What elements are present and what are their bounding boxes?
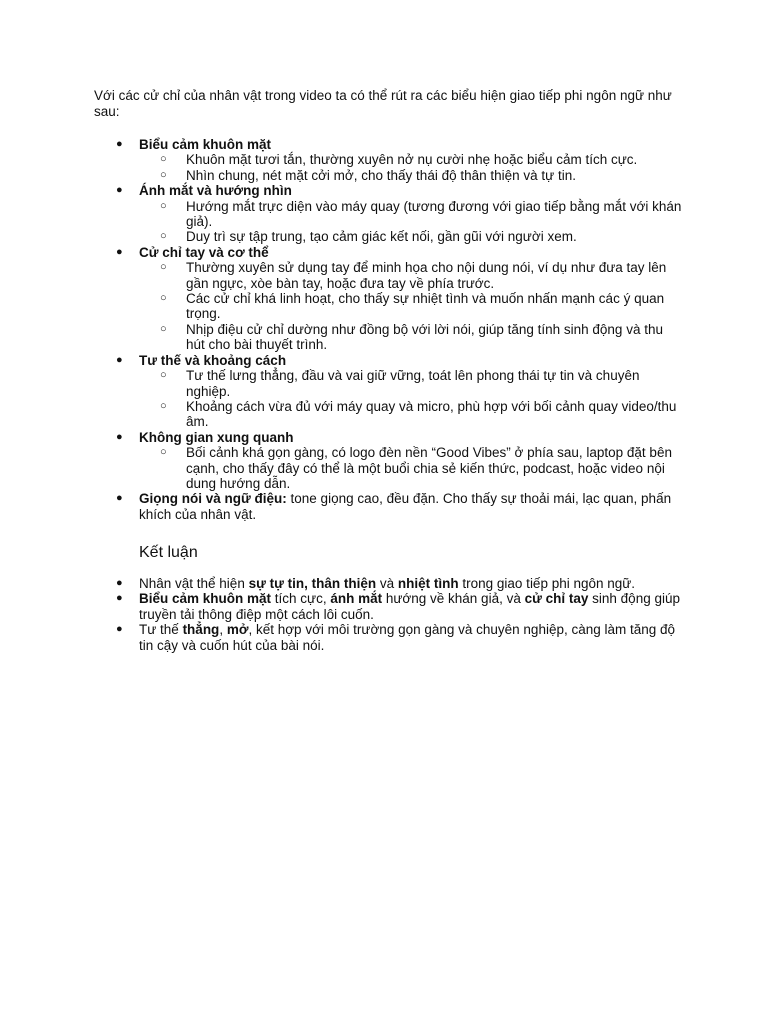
section-title: Tư thế và khoảng cách — [139, 352, 287, 368]
sub-item: ○ Thường xuyên sử dụng tay để minh họa cho nội dung nói, ví dụ như đưa tay lên gần ngực, xòe bàn tay, hoặc đưa tay về phía trước. — [139, 260, 684, 291]
sub-item: ○ Nhìn chung, nét mặt cởi mở, cho thấy thái độ thân thiện và tự tin. — [139, 168, 684, 183]
section-facial-expression — [114, 137, 684, 183]
section-title: Cử chỉ tay và cơ thể — [139, 244, 269, 260]
bold-run: cử chỉ tay — [524, 591, 589, 607]
section-title: Giọng nói và ngữ điệu: — [139, 491, 287, 507]
text-run: tích cực, — [271, 591, 331, 607]
section-eye-contact — [114, 183, 684, 245]
sub-list — [139, 260, 684, 352]
sub-item: ○ Khoảng cách vừa đủ với máy quay và micro, phù hợp với bối cảnh quay video/thu âm. — [139, 399, 684, 430]
section-voice — [114, 491, 684, 522]
bold-run: Biểu cảm khuôn mặt — [139, 591, 272, 607]
bold-run: sự tự tin, thân thiện — [248, 576, 377, 591]
sub-item: ○ Nhịp điệu cử chỉ dường như đồng bộ với lời nói, giúp tăng tính sinh động và thu hút cho bài thuyết trình. — [139, 322, 684, 353]
sub-list — [139, 368, 684, 430]
text-run: Tư thế — [139, 622, 183, 638]
sub-item: ○ Các cử chỉ khá linh hoạt, cho thấy sự nhiệt tình và muốn nhấn mạnh các ý quan trọng. — [139, 291, 684, 322]
bold-run: mở — [226, 622, 249, 638]
section-surroundings — [114, 430, 684, 492]
sub-list — [139, 199, 684, 245]
text-run: sinh động giúp truyền tải thông điệp một cách lôi cuốn. — [139, 591, 680, 622]
intro-paragraph: Với các cử chỉ của nhân vật trong video ta có thể rút ra các biểu hiện giao tiếp phi ngôn ngữ như sau: — [94, 88, 672, 119]
text-run: Nhân vật thể hiện — [139, 576, 249, 591]
text-run: trong giao tiếp phi ngôn ngữ. — [458, 576, 636, 591]
conclusion-item — [114, 591, 684, 622]
sub-item: ○ Hướng mắt trực diện vào máy quay (tương đương với giao tiếp bằng mắt với khán giả). — [139, 199, 684, 230]
section-gestures — [114, 245, 684, 353]
sub-item: ○ Khuôn mặt tươi tắn, thường xuyên nở nụ cười nhẹ hoặc biểu cảm tích cực. — [139, 152, 684, 167]
section-posture — [114, 353, 684, 430]
section-text: tone giọng cao, đều đặn. Cho thấy sự thoải mái, lạc quan, phấn khích của nhân vật. — [139, 491, 672, 522]
conclusion-item — [114, 576, 684, 591]
section-title: Ánh mắt và hướng nhìn — [139, 183, 292, 199]
section-title: Biểu cảm khuôn mặt — [139, 137, 272, 152]
sub-item: ○ Bối cảnh khá gọn gàng, có logo đèn nền “Good Vibes” ở phía sau, laptop đặt bên cạnh, cho thấy đây có thể là một buổi chia sẻ kiến thức, podcast, hoặc video nội dung hướng dẫn. — [139, 445, 684, 491]
conclusion-item — [114, 622, 684, 653]
nonverbal-sections-list — [114, 137, 684, 522]
text-run: và — [376, 576, 398, 591]
sub-item: ○ Tư thế lưng thẳng, đầu và vai giữ vững, toát lên phong thái tự tin và chuyên nghiệp. — [139, 368, 684, 399]
sub-list — [139, 445, 684, 491]
sub-list — [139, 152, 684, 183]
text-run: hướng về khán giả, và — [382, 591, 525, 607]
conclusion-heading: Kết luận — [139, 544, 198, 561]
conclusion-list — [114, 576, 684, 653]
section-title: Không gian xung quanh — [139, 429, 294, 445]
bold-run: thẳng — [182, 622, 220, 638]
text-run: , — [219, 622, 227, 638]
bold-run: nhiệt tình — [397, 576, 459, 591]
bold-run: ánh mắt — [330, 591, 383, 607]
text-run: , kết hợp với môi trường gọn gàng và chuyên nghiệp, càng làm tăng độ tin cậy và cuốn hút của bài nói. — [139, 622, 676, 653]
sub-item: ○ Duy trì sự tập trung, tạo cảm giác kết nối, gần gũi với người xem. — [139, 229, 684, 244]
